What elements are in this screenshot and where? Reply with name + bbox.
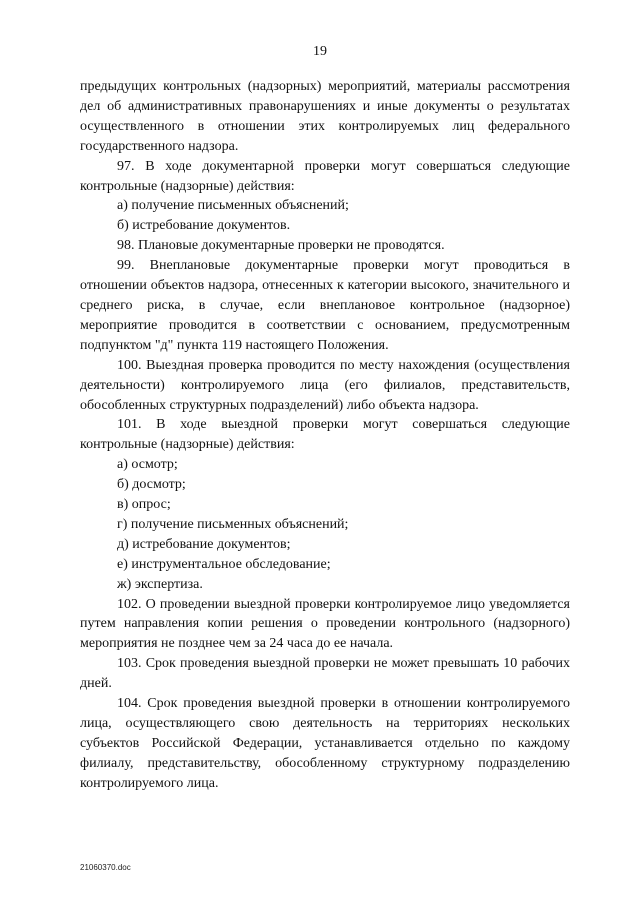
list-item: д) истребование документов; bbox=[117, 536, 291, 552]
list-item: б) истребование документов. bbox=[117, 218, 291, 234]
list-item: а) получение письменных объяснений; bbox=[117, 198, 349, 214]
list-item: г) получение письменных объяснений; bbox=[117, 516, 349, 532]
paragraph-104: 104. Срок проведения выездной проверки в отношении контролируемого лица, осуществляющего свою деятельность на территориях нескольких субъектов Российской Федерации, устанавливается отдельно по каждому филиалу, представительству, обособленному структурному подразделению контролируемого лица. bbox=[80, 696, 570, 791]
list-item: в) опрос; bbox=[117, 497, 171, 513]
page-number: 19 bbox=[313, 44, 327, 59]
paragraph-97: 97. В ходе документарной проверки могут совершаться следующие контрольные (надзорные) действия: bbox=[80, 158, 570, 194]
paragraph-101: 101. В ходе выездной проверки могут совершаться следующие контрольные (надзорные) действия: bbox=[80, 417, 570, 453]
paragraph-100: 100. Выездная проверка проводится по месту нахождения (осуществления деятельности) контролируемого лица (его филиалов, представительств, обособленных структурных подразделений) либо объекта надзора. bbox=[80, 357, 570, 413]
paragraph-continuation: предыдущих контрольных (надзорных) мероприятий, материалы рассмотрения дел об административных правонарушениях и иные документы о результатах осуществленного в отношении этих контролируемых лиц федерального государственного надзора. bbox=[80, 79, 570, 154]
list-item: б) досмотр; bbox=[117, 477, 186, 493]
list-item: е) инструментальное обследование; bbox=[117, 556, 331, 572]
paragraph-102: 102. О проведении выездной проверки контролируемое лицо уведомляется путем направления копии решения о проведении контрольного (надзорного) мероприятия не позднее чем за 24 часа до ее начала. bbox=[80, 596, 570, 652]
document-body bbox=[80, 77, 570, 794]
paragraph-103: 103. Срок проведения выездной проверки не может превышать 10 рабочих дней. bbox=[80, 656, 570, 692]
paragraph-98: 98. Плановые документарные проверки не проводятся. bbox=[117, 238, 445, 254]
list-item: ж) экспертиза. bbox=[117, 576, 203, 592]
list-item: а) осмотр; bbox=[117, 457, 178, 473]
paragraph-99: 99. Внеплановые документарные проверки могут проводиться в отношении объектов надзора, отнесенных к категории высокого, значительного и среднего риска, в случае, если внеплановое контрольное (надзорное) мероприятие проводится в соответствии с основанием, предусмотренным подпунктом "д" пункта 119 настоящего Положения. bbox=[80, 258, 570, 353]
footer-filename: 21060370.doc bbox=[80, 863, 131, 872]
